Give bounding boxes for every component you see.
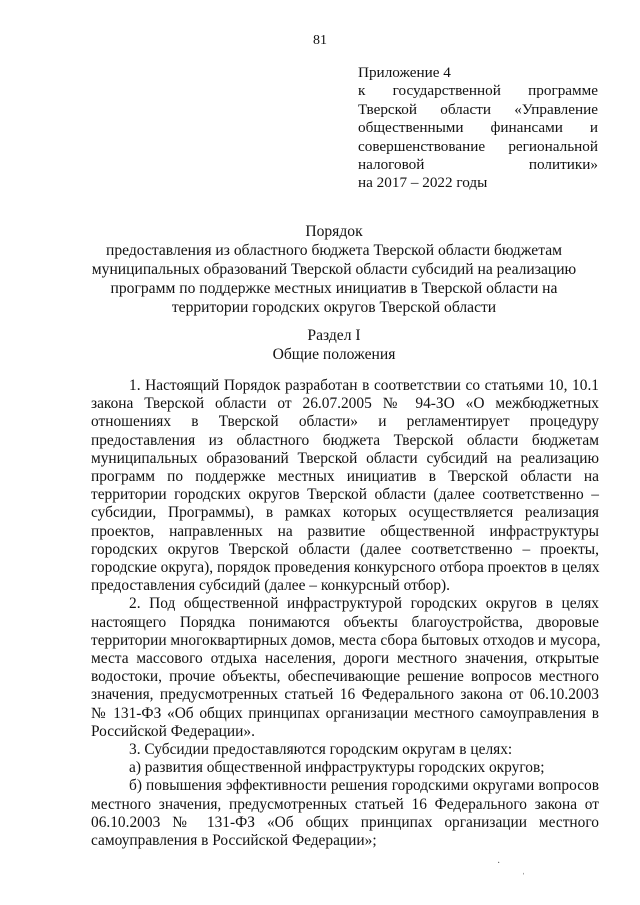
title-line: Порядок bbox=[305, 223, 363, 240]
page-number: 81 bbox=[313, 33, 327, 48]
text-line: предоставления субсидий (далее – конкурсный отбор). bbox=[91, 577, 451, 595]
appendix-block bbox=[358, 64, 598, 193]
text-line: отношениях в Тверской области» и регламентирует процедуру bbox=[91, 413, 599, 431]
text-line: программ по поддержке местных инициатив в Тверской области на bbox=[91, 468, 599, 486]
text-line: закона Тверской области от 26.07.2005 № 94-ЗО «О межбюджетных bbox=[91, 395, 599, 413]
text-line: территории городских округов Тверской области (далее соответственно – bbox=[91, 486, 599, 504]
appendix-line: налоговой политики» bbox=[358, 156, 598, 174]
appendix-line: на 2017 – 2022 годы bbox=[358, 174, 488, 192]
text-line: № 131-ФЗ «Об общих принципах организации местного самоуправления в bbox=[91, 704, 599, 722]
text-line: местного значения, предусмотренных статьей 16 Федерального закона от bbox=[91, 795, 599, 813]
text-line: самоуправления в Российской Федерации»; bbox=[91, 832, 377, 850]
scan-speck: ˈ bbox=[522, 872, 526, 883]
appendix-line: Тверской области «Управление bbox=[358, 100, 598, 118]
text-line: б) повышения эффективности решения городскими округами вопросов bbox=[129, 777, 599, 795]
text-line: территории многоквартирных домов, места сбора бытовых отходов и мусора, bbox=[91, 631, 601, 649]
body-text bbox=[91, 377, 599, 850]
text-line: места массового отдыха населения, дороги местного значения, открытые bbox=[91, 650, 599, 668]
text-line: Российской Федерации». bbox=[91, 722, 255, 740]
text-line: городские округа), порядок проведения конкурсного отбора проектов в целях bbox=[91, 559, 600, 577]
scan-speck: · bbox=[497, 858, 501, 869]
section-name: Общие положения bbox=[272, 346, 396, 363]
text-line: 2. Под общественной инфраструктурой городских округов в целях bbox=[129, 595, 599, 613]
title-line: муниципальных образований Тверской области субсидий на реализацию bbox=[91, 261, 577, 278]
appendix-line: совершенствование региональной bbox=[358, 137, 598, 155]
title-line: территории городских округов Тверской области bbox=[171, 299, 497, 316]
paragraph-3 bbox=[91, 741, 599, 759]
appendix-line: общественными финансами и bbox=[358, 119, 598, 137]
title-line: предоставления из областного бюджета Тверской области бюджетам bbox=[105, 242, 563, 259]
appendix-line: к государственной программе bbox=[358, 82, 598, 100]
appendix-line: Приложение 4 bbox=[358, 64, 451, 81]
document-title bbox=[90, 222, 578, 317]
text-line: 06.10.2003 № 131-ФЗ «Об общих принципах организации местного bbox=[91, 813, 599, 831]
text-line: настоящего Порядка понимаются объекты благоустройства, дворовые bbox=[91, 613, 599, 631]
text-line: проектов, направленных на развитие общественной инфраструктуры bbox=[91, 522, 599, 540]
text-line: городских округов Тверской области (далее соответственно – проекты, bbox=[91, 540, 599, 558]
section-heading bbox=[90, 326, 578, 364]
section-number: Раздел I bbox=[307, 327, 361, 344]
text-line: водостоки, прочие объекты, обеспечивающие решение вопросов местного bbox=[91, 668, 599, 686]
title-line: программ по поддержке местных инициатив в Тверской области на bbox=[110, 280, 558, 297]
text-line: 3. Субсидии предоставляются городским округам в целях: bbox=[129, 741, 513, 759]
text-line: 1. Настоящий Порядок разработан в соответствии со статьями 10, 10.1 bbox=[129, 377, 599, 394]
text-line: значения, предусмотренных статьей 16 Федерального закона от 06.10.2003 bbox=[91, 686, 599, 704]
text-line: субсидии, Программы), в рамках которых осуществляется реализация bbox=[91, 504, 599, 522]
paragraph-3a bbox=[91, 759, 599, 777]
paragraph-2 bbox=[91, 595, 599, 741]
paragraph-1 bbox=[91, 377, 599, 595]
text-line: предоставления из областного бюджета Тверской области бюджетам bbox=[91, 431, 599, 449]
paragraph-3b bbox=[91, 777, 599, 850]
text-line: а) развития общественной инфраструктуры городских округов; bbox=[129, 759, 545, 777]
text-line: муниципальных образований Тверской области субсидий на реализацию bbox=[91, 449, 599, 467]
